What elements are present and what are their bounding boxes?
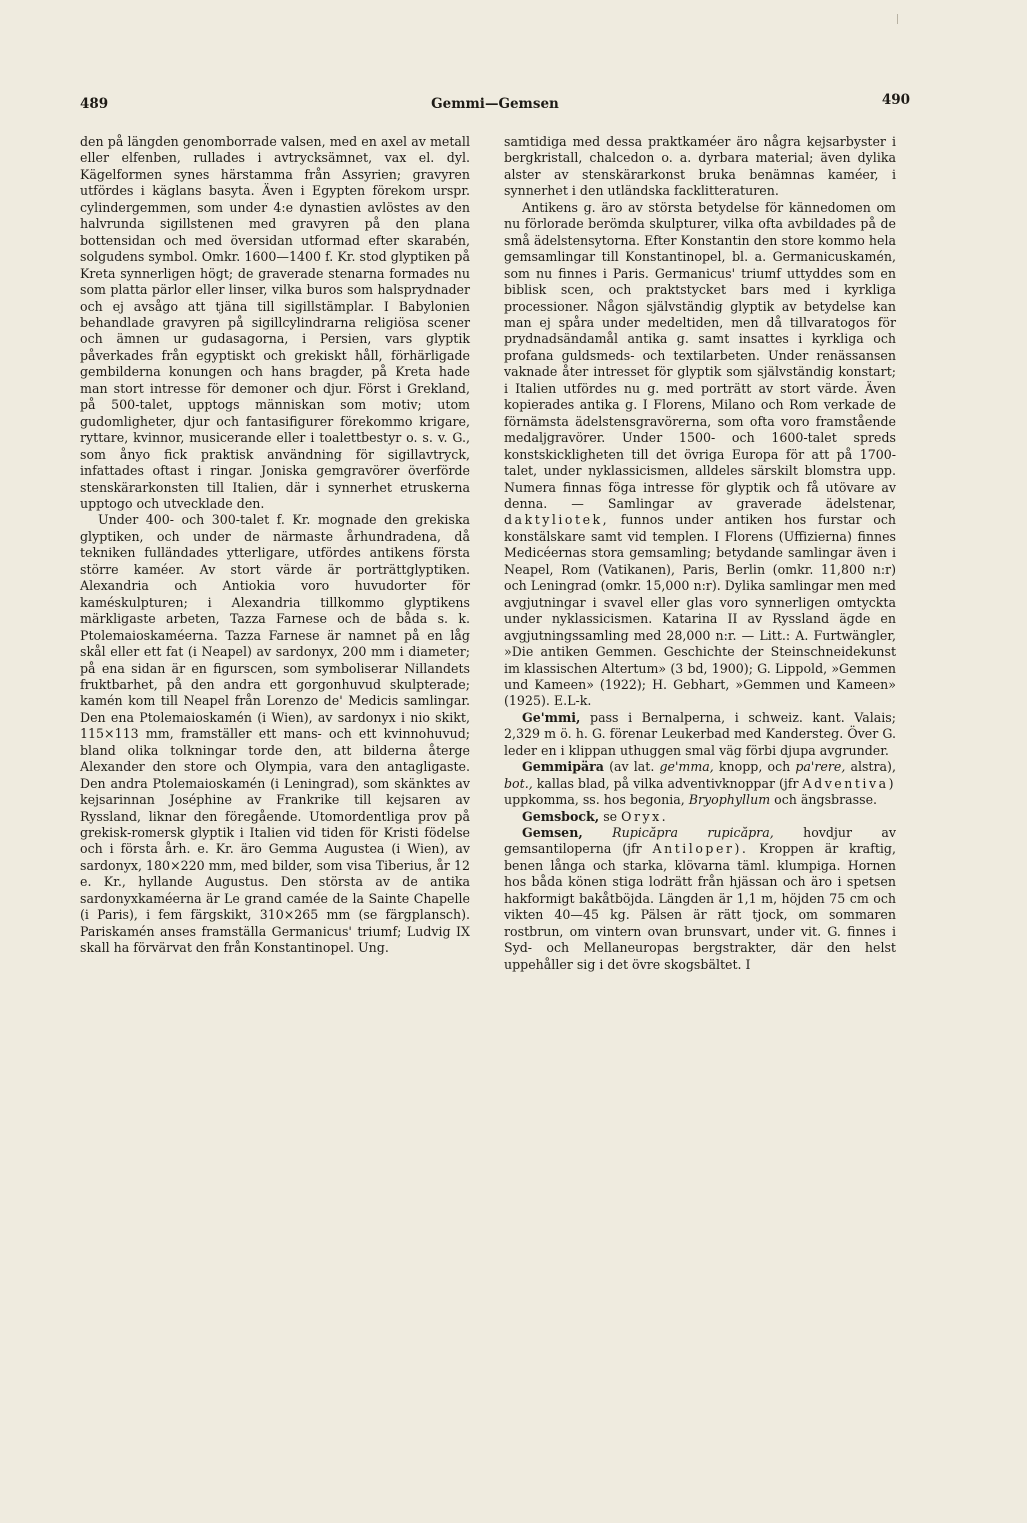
gemmipara-t2: knopp, och [718,759,791,775]
headword-gemmi: Ge'mmi, [522,709,581,725]
gemsen-t1: hovdjur av gemsantiloperna (jfr [504,825,896,857]
scan-mark [897,14,898,24]
entry-gemmi-text: pass i Bernalperna, i schweiz. kant. Valais; 2,329 m ö. h. G. förenar Leukerbad med Kandersteg. Över G. leder en i klippan uthuggen smal väg förbi djupa avgrunder. [504,709,896,758]
gemsbock-spaced-ref: Oryx. [621,808,669,824]
gemmipara-i3: bot., [504,775,533,791]
gemsen-latin-name: Rupicăpra rupicăpra, [612,825,774,841]
right-paragraph-1: samtidiga med dessa praktkaméer äro några kejsarbyster i bergkristall, chalcedon o. a. dyrbara material; även dylika alster av stenskärarkonst bruka benämnas kaméer, i synnerhet i den utländska facklitteraturen. [504,134,896,199]
headword-gemsbock: Gemsbock, [522,808,600,824]
gemmipara-i1: ge'mma, [659,759,714,775]
right-paragraph-2 [504,200,896,710]
gemmipara-t3: alstra), [850,759,896,775]
entry-gemsbock [504,809,896,825]
gemsbock-text: se [603,808,618,824]
page-number-left: 489 [80,96,109,112]
spaced-term-daktyliotek: daktyliotek, [504,512,610,528]
headword-gemmipara: Gemmipära [522,759,604,775]
entry-gemmipara [504,759,896,808]
gemmipara-i4: Bryophyllum [688,792,771,808]
gemmipara-t1: (av lat. [609,759,655,775]
left-column [80,134,470,957]
gemmipara-i2: pa'rere, [795,759,846,775]
left-paragraph-1: den på längden genomborrade valsen, med en axel av metall eller elfenben, rullades i avtrycksämnet, vax el. dyl. Kägelformen synes härstamma från Assyrien; gravyren utfördes i käglans basyta. Även i Egypten förekom urspr. cylindergemmen, som under 4:e dynastien avlöstes av den halvrunda sigillstenen med gravyren på den plana bottensidan och med översidan utformad efter skarabén, solgudens symbol. Omkr. 1600—1400 f. Kr. stod glyptiken på Kreta synnerligen högt; de graverade stenarna formades nu som platta pärlor eller linser, vilka buros som halsprydnader och ej avsågo att tjäna till sigillstämplar. I Babylonien behandlade gravyren på sigillcylindrarna religiösa scener och ämnen ur gudasagorna, i Persien, vars glyptik påverkades från egyptiskt och grekiskt håll, förhärligade gembilderna konungen och hans bragder, på Kreta hade man stort intresse för demoner och djur. Först i Grekland, på 500-talet, upptogs människan som motiv; utom gudomligheter, djur och fantasifigurer förekommo krigare, ryttare, kvinnor, musicerande eller i toalettbestyr o. s. v. G., som ånyo fick praktisk användning för sigillavtryck, infattades oftast i ringar. Joniska gemgravörer överförde stenskärarkonsten till Italien, där i synnerhet etruskerna upptogo och utvecklade den. [80,134,470,511]
headword-gemsen: Gemsen, [522,825,583,841]
right-paragraph-2-text: Antikens g. äro av största betydelse för kännedomen om nu förlorade berömda skulpturer, vilka ofta avbildades på de små ädelstensytorna. Efter Konstantin den store kommo hela gemsamlingar till Konstantinopel, bl. a. Germanicuskamén, som nu finnes i Paris. Germanicus' triumf uttyddes som en biblisk scen, och praktstycket bars med i kyrkliga processioner. Någon självständig glyptik av betydelse kan man ej spåra under medeltiden, men då tillvaratogos för prydnadsändamål antika g. samt insattes i kyrkliga och profana guldsmeds- och textilarbeten. Under renässansen vaknade åter intresset för glyptik som självständig konstart; i Italien utfördes nu g. med porträtt av stort värde. Även kopierades antika g. I Florens, Milano och Rom verkade de förnämsta ädelstensgravörerna, som ofta voro framstående medaljgravörer. Under 1500- och 1600-talet spreds konstskickligheten till det övriga Europa för att på 1700-talet, under nyklassicismen, alldeles särskilt blomstra upp. Numera finnas föga intresse för glyptik och få utövare av denna. — Samlingar av graverade ädelstenar, [504,199,896,511]
page-header [80,92,910,120]
right-paragraph-2-rest: funnos under antiken hos furstar och konstälskare samt vid templen. I Florens (Uffizierna) finnes Medicéernas stora gemsamling; betydande samlingar även i Neapel, Rom (Vatikanen), Paris, Berlin (omkr. 11,800 n:r) och Leningrad (omkr. 15,000 n:r). Dylika samlingar men med avgjutningar i svavel eller glas voro synnerligen omtyckta under nyklassicismen. Katarina II av Ryssland ägde en avgjutningssamling med 28,000 n:r. — Litt.: A. Furtwängler, »Die antiken Gemmen. Geschichte der Steinschneidekunst im klassischen Altertum» (3 bd, 1900); G. Lippold, »Gemmen und Kameen» (1922); H. Gebhart, »Gemmen und Kameen» (1925). E.L-k. [504,512,896,709]
entry-gemmi [504,710,896,759]
entry-gemsen [504,825,896,973]
gemmipara-t6: och ängsbrasse. [774,792,878,808]
right-column [504,134,896,973]
left-paragraph-2: Under 400- och 300-talet f. Kr. mognade den grekiska glyptiken, och under de närmaste århundradena, då tekniken fulländades ytterligare, utfördes antikens första större kaméer. Av stort värde är porträttglyptiken. Alexandria och Antiokia voro huvudorter för kaméskulpturen; i Alexandria tillkommo glyptikens märkligaste arbeten, Tazza Farnese och de båda s. k. Ptolemaioskaméerna. Tazza Farnese är namnet på en låg skål eller ett fat (i Neapel) av sardonyx, 200 mm i diameter; på ena sidan är en figurscen, som symboliserar Nillandets fruktbarhet, på den andra ett gorgonhuvud skulpterade; kamén kom till Neapel från Lorenzo de' Medicis samlingar. Den ena Ptolemaioskamén (i Wien), av sardonyx i nio skikt, 115×113 mm, framställer ett mans- och ett kvinnohuvud; bland olika tolkningar torde den, att bilderna återge Alexander den store och Olympia, vara den antagligaste. Den andra Ptolemaioskamén (i Leningrad), som skänktes av kejsarinnan Joséphine av Frankrike till kejsaren av Ryssland, liknar den föregående. Utomordentliga prov på grekisk-romersk glyptik i Italien vid tiden för Kristi födelse och i första årh. e. Kr. äro Gemma Augustea (i Wien), av sardonyx, 180×220 mm, med bilder, som visa Tiberius, år 12 e. Kr., hyllande Augustus. Den största av de antika sardonyxkaméerna är Le grand camée de la Sainte Chapelle (i Paris), i fem färgskikt, 310×265 mm (se färgplansch). Pariskamén anses framställa Germanicus' triumf; Ludvig IX skall ha förvärvat den från Konstantinopel. Ung. [80,512,470,956]
gemmipara-t4: kallas blad, på vilka adventivknoppar (jfr [536,775,799,791]
gemsen-t2: Kroppen är kraftig, benen långa och starka, klövarna täml. klumpiga. Hornen hos båda könen stiga lodrätt från hjässan och äro i spetsen hakformigt bakåtböjda. Längden är 1,1 m, höjden 75 cm och vikten 40—45 kg. Pälsen är rätt tjock, om sommaren rostbrun, om vintern ovan brunsvart, under vit. G. finnes i Syd- och Mellaneuropas bergstrakter, där den helst uppehåller sig i det övre skogsbältet. I [504,841,896,972]
gemsen-spaced-ref: Antiloper). [652,841,749,857]
running-title: Gemmi—Gemsen [431,96,559,112]
gemmipara-spaced-ref: Adventiva) [802,775,896,791]
page-number-right: 490 [881,92,910,108]
gemmipara-t5: uppkomma, ss. hos begonia, [504,792,685,808]
